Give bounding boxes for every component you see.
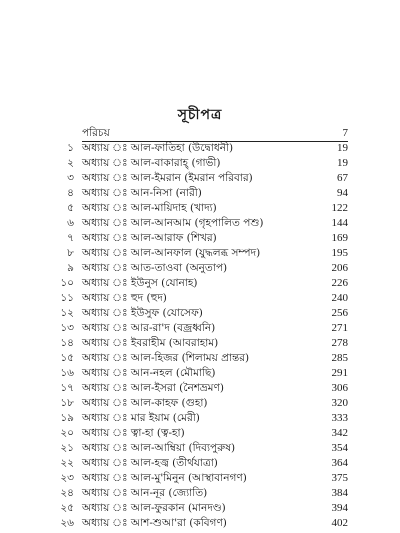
toc-entry [0, 501, 400, 516]
toc-entry-number: ১৩ [60, 322, 74, 334]
toc-entry [0, 306, 400, 321]
toc-entry-number: ৮ [67, 247, 74, 259]
toc-entry-number: ৬ [67, 217, 74, 229]
toc-entry [0, 291, 400, 306]
toc-entry-title: অধ্যায় ঃ আন-নহল (মৌমাছি) [82, 367, 216, 379]
toc-entry-title: অধ্যায় ঃ ইউনুস (যোনাহ) [82, 277, 198, 289]
toc-entry-title: অধ্যায় ঃ আল-মায়িদাহ (খাদ্য) [82, 202, 217, 214]
toc-entry [0, 396, 400, 411]
toc-entry-number: ২১ [60, 442, 74, 454]
toc-entry-title: অধ্যায় ঃ আল-ফুরকান (মানদণ্ড) [82, 502, 226, 514]
toc-entry [0, 411, 400, 426]
toc-entry-number: ৩ [67, 172, 74, 184]
toc-entry [0, 381, 400, 396]
toc-intro-row [0, 126, 400, 141]
toc-entry-page: 226 [331, 277, 348, 289]
toc-entry-number: ৪ [67, 187, 74, 199]
toc-entry-title: অধ্যায় ঃ আল-ইসরা (নৈশভ্রমণ) [82, 382, 224, 394]
toc-entry-page: 285 [331, 352, 348, 364]
toc-entry-title: অধ্যায় ঃ আন-নিসা (নারী) [82, 187, 202, 199]
toc-entry-page: 169 [331, 232, 348, 244]
toc-entry [0, 186, 400, 201]
toc-entry-page: 195 [331, 247, 348, 259]
toc-entry-page: 402 [331, 517, 348, 529]
toc-entry-page: 206 [331, 262, 348, 274]
toc-entry-page: 19 [337, 142, 348, 154]
toc-entry-title: অধ্যায় ঃ আল-আম্বিয়া (দিব্যপুরুষ) [82, 442, 236, 454]
toc-entry-page: 384 [331, 487, 348, 499]
toc-entry [0, 426, 400, 441]
toc-entry-title: অধ্যায় ঃ মার ইয়াম (মেরী) [82, 412, 200, 424]
toc-entry-number: ১ [67, 142, 74, 154]
toc-entry-title: অধ্যায় ঃ আল-হজ্ব (তীর্থযাত্রা) [82, 457, 218, 469]
toc-entry-title: অধ্যায় ঃ আশ-শুআ'রা (কবিগণ) [82, 517, 227, 529]
toc-entry [0, 261, 400, 276]
toc-entry [0, 351, 400, 366]
toc-entry-number: ২৫ [60, 502, 74, 514]
toc-entry-page: 320 [331, 397, 348, 409]
toc-entry-page: 94 [337, 187, 348, 199]
toc-entry-page: 333 [331, 412, 348, 424]
toc-entry-number: ১৬ [60, 367, 74, 379]
toc-entry [0, 216, 400, 231]
toc-entry-number: ২ [67, 157, 74, 169]
toc-entry-page: 306 [331, 382, 348, 394]
toc-entry-page: 394 [331, 502, 348, 514]
toc-entry [0, 246, 400, 261]
toc-entry-page: 278 [331, 337, 348, 349]
toc-entry-title: অধ্যায় ঃ আল-আরাফ (শিখর) [82, 232, 217, 244]
toc-entry [0, 366, 400, 381]
toc-entry-page: 67 [337, 172, 348, 184]
toc-entry-number: ১২ [60, 307, 74, 319]
toc-entry-title: অধ্যায় ঃ আন-নূর (জ্যোতি) [82, 487, 208, 499]
toc-entry-title: অধ্যায় ঃ ত্বা-হা (ত্ব-হা) [82, 427, 185, 439]
toc-entry [0, 141, 400, 156]
toc-entry-page: 342 [331, 427, 348, 439]
toc-entry [0, 336, 400, 351]
toc-entry-number: ৫ [67, 202, 74, 214]
toc-entry [0, 441, 400, 456]
toc-entry-page: 375 [331, 472, 348, 484]
toc-entry-number: ২৩ [60, 472, 74, 484]
toc-entry-title: পরিচয় [82, 127, 110, 139]
toc-entry-number: ২৪ [60, 487, 74, 499]
toc-entry-page: 256 [331, 307, 348, 319]
toc-entry-page: 122 [331, 202, 348, 214]
toc-entry-title: অধ্যায় ঃ আল-আনফাল (যুদ্ধলব্ধ সম্পদ) [82, 247, 261, 259]
toc-entry-title: অধ্যায় ঃ ইবরাহীম (আবরাহাম) [82, 337, 219, 349]
toc-entry-number: ১৯ [60, 412, 74, 424]
toc-entry-title: অধ্যায় ঃ হুদ (হুদ) [82, 292, 167, 304]
toc-entry-number: ১৭ [60, 382, 74, 394]
toc-entry-page: 354 [331, 442, 348, 454]
toc-entry [0, 156, 400, 171]
toc-entry [0, 201, 400, 216]
toc-entry-title: অধ্যায় ঃ আল-আনআম (গৃহপালিত পশু) [82, 217, 264, 229]
toc-entry [0, 456, 400, 471]
toc-entry-number: ১১ [60, 292, 74, 304]
toc-entry-number: ১৮ [60, 397, 74, 409]
toc-entry [0, 171, 400, 186]
page-title: সূচীপত্র [177, 107, 223, 123]
toc-entry-page: 7 [342, 127, 348, 139]
toc-entry-number: ২২ [60, 457, 74, 469]
toc-entry-page: 240 [331, 292, 348, 304]
toc-entry [0, 516, 400, 531]
toc-entry-number: ১৪ [60, 337, 74, 349]
toc-entry-title: অধ্যায় ঃ ইউসুফ (যোসেফ) [82, 307, 203, 319]
toc-entry-title: অধ্যায় ঃ আল-ইমরান (ইমরান পরিবার) [82, 172, 253, 184]
toc-entry [0, 486, 400, 501]
toc-entry-number: ১৫ [60, 352, 74, 364]
toc-entry-title: অধ্যায় ঃ আল-হিজর (শিলাময় প্রান্তর) [82, 352, 250, 364]
table-of-contents [0, 126, 400, 531]
toc-entry-page: 291 [331, 367, 348, 379]
toc-entry-page: 364 [331, 457, 348, 469]
toc-entry [0, 471, 400, 486]
toc-entry [0, 321, 400, 336]
toc-entry-title: অধ্যায় ঃ আল-বাকারাহ্ (গাভী) [82, 157, 221, 169]
toc-entry-title: অধ্যায় ঃ আল-কাহফ (গুহা) [82, 397, 208, 409]
toc-entry-page: 19 [337, 157, 348, 169]
toc-entry-page: 144 [331, 217, 348, 229]
toc-entry-title: অধ্যায় ঃ আর-রা'দ (বজ্রধ্বনি) [82, 322, 216, 334]
toc-entry-title: অধ্যায় ঃ আত-তাওবা (অনুতাপ) [82, 262, 228, 274]
toc-entry [0, 276, 400, 291]
toc-entry-number: ৭ [67, 232, 74, 244]
toc-entry-number: ৯ [67, 262, 74, 274]
toc-entry-title: অধ্যায় ঃ আল-ফাতিহা (উদ্বোধনী) [82, 142, 234, 154]
toc-entry [0, 231, 400, 246]
toc-entry-title: অধ্যায় ঃ আল-মু'মিনুন (আস্থাবানগণ) [82, 472, 247, 484]
toc-entry-number: ২০ [60, 427, 74, 439]
toc-entry-page: 271 [331, 322, 348, 334]
toc-entry-number: ২৬ [60, 517, 74, 529]
toc-entry-number: ১০ [60, 277, 74, 289]
